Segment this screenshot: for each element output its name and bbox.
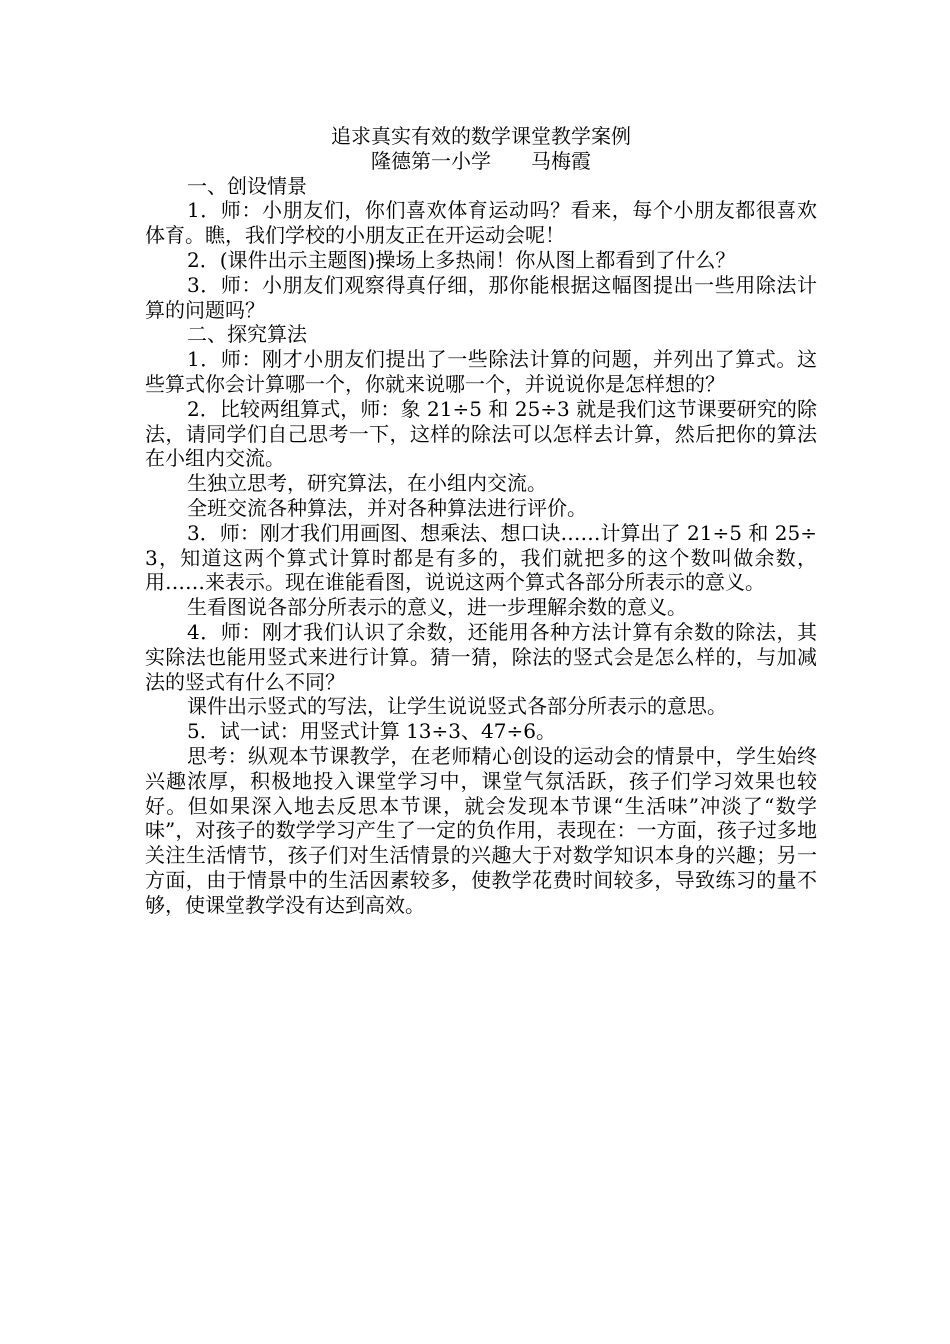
paragraph: 3．师：小朋友们观察得真仔细，那你能根据这幅图提出一些用除法计算的问题吗？ bbox=[145, 272, 817, 322]
paragraph: 课件出示竖式的写法，让学生说说竖式各部分所表示的意思。 bbox=[187, 694, 727, 719]
author-line: 隆德第一小学 马梅霞 bbox=[371, 148, 591, 173]
paragraph: 4．师：刚才我们认识了余数，还能用各种方法计算有余数的除法，其实除法也能用竖式来进行计算。猜一猜，除法的竖式会是怎么样的，与加减法的竖式有什么不同？ bbox=[145, 619, 817, 694]
paragraph: 全班交流各种算法，并对各种算法进行评价。 bbox=[187, 495, 587, 520]
paragraph: 1．师：小朋友们，你们喜欢体育运动吗？看来，每个小朋友都很喜欢体育。瞧，我们学校的小朋友正在开运动会呢！ bbox=[145, 198, 817, 248]
document-page bbox=[145, 124, 817, 918]
paragraph: 2．比较两组算式，师：象 21÷5 和 25÷3 就是我们这节课要研究的除法，请同学们自己思考一下，这样的除法可以怎样去计算，然后把你的算法在小组内交流。 bbox=[145, 396, 817, 471]
section-heading-2: 二、探究算法 bbox=[187, 322, 307, 347]
paragraph: 生看图说各部分所表示的意义，进一步理解余数的意义。 bbox=[187, 595, 687, 620]
paragraph: 生独立思考，研究算法，在小组内交流。 bbox=[187, 471, 547, 496]
paragraph: 5．试一试：用竖式计算 13÷3、47÷6。 bbox=[187, 719, 556, 744]
paragraph: 1．师：刚才小朋友们提出了一些除法计算的问题，并列出了算式。这些算式你会计算哪一个，你就来说哪一个，并说说你是怎样想的？ bbox=[145, 347, 817, 396]
paragraph: 2．(课件出示主题图)操场上多热闹！你从图上都看到了什么？ bbox=[187, 247, 736, 272]
reflection-paragraph: 思考：纵观本节课教学，在老师精心创设的运动会的情景中，学生始终兴趣浓厚，积极地投入课堂学习中，课堂气氛活跃，孩子们学习效果也较好。但如果深入地去反思本节课，就会发现本节课“生活味”冲淡了“数学味”，对孩子的数学学习产生了一定的负作用，表现在：一方面，孩子过多地关注生活情节，孩子们对生活情景的兴趣大于对数学知识本身的兴趣；另一方面，由于情景中的生活因素较多，使教学花费时间较多，导致练习的量不够，使课堂教学没有达到高效。 bbox=[145, 743, 817, 917]
paragraph: 3．师：刚才我们用画图、想乘法、想口诀……计算出了 21÷5 和 25÷3，知道这两个算式计算时都是有多的，我们就把多的这个数叫做余数，用……来表示。现在谁能看图，说说这两个算式各部分所表示的意义。 bbox=[145, 520, 817, 595]
document-title: 追求真实有效的数学课堂教学案例 bbox=[331, 124, 631, 148]
section-heading-1: 一、创设情景 bbox=[187, 173, 307, 198]
